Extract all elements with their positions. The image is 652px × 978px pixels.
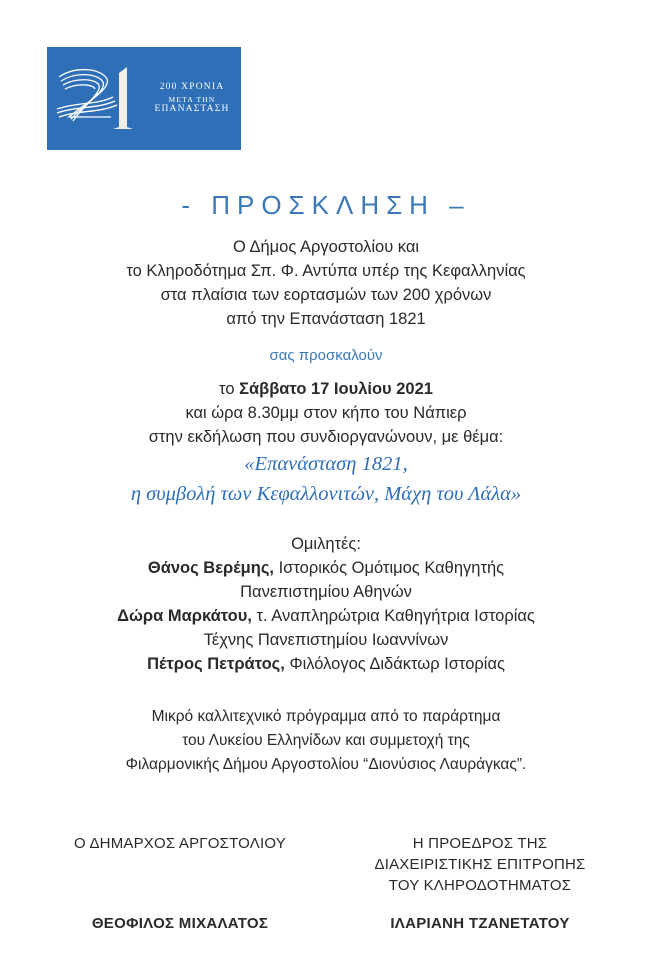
topic-line-1: «Επανάσταση 1821, — [244, 453, 408, 475]
invitation-title: - ΠΡΟΣΚΛΗΣΗ – — [181, 190, 471, 220]
speaker-role: Ιστορικός Ομότιμος Καθηγητής — [274, 559, 505, 577]
event-time-place: και ώρα 8.30μμ στον κήπο του Νάπιερ — [185, 404, 467, 422]
anniversary-logo — [47, 47, 241, 150]
logo-line-2: ΜΕΤΑ ΤΗΝ — [168, 95, 216, 104]
date-prefix: το — [219, 380, 240, 398]
intro-line: στα πλαίσια των εορτασμών των 200 χρόνων — [160, 286, 492, 304]
intro-text — [0, 235, 652, 331]
intro-line: Ο Δήμος Αργοστολίου και — [232, 238, 420, 256]
program-line: Φιλαρμονικής Δήμου Αργοστολίου “Διονύσιος Λαυράγκας”. — [125, 756, 527, 773]
intro-line: από την Επανάσταση 1821 — [226, 310, 426, 328]
program-text — [0, 705, 652, 777]
speaker-line — [0, 652, 652, 676]
invite-line: σας προσκαλούν — [269, 347, 383, 364]
speaker-line — [0, 556, 652, 580]
speaker-line — [0, 604, 652, 628]
event-topic — [0, 449, 652, 509]
speaker-name: Δώρα Μαρκάτου, — [117, 607, 252, 625]
speaker-name: Πέτρος Πετράτος, — [147, 655, 285, 673]
program-line: Μικρό καλλιτεχνικό πρόγραμμα από το παράρτημα — [151, 708, 501, 725]
topic-line-2: η συμβολή των Κεφαλλονιτών, Μάχη του Λάλα» — [130, 483, 522, 505]
program-line: του Λυκείου Ελληνίδων και συμμετοχή της — [182, 732, 470, 749]
mayor-title: Ο ΔΗΜΑΡΧΟΣ ΑΡΓΟΣΤΟΛΙΟΥ — [74, 835, 286, 852]
speaker-role: Φιλόλογος Διδάκτωρ Ιστορίας — [284, 655, 505, 673]
logo-line-1: 200 ΧΡΟΝΙΑ — [159, 82, 225, 92]
event-topic-intro: στην εκδήλωση που συνδιοργανώνουν, με θέμα: — [148, 428, 504, 446]
event-date: Σάββατο 17 Ιουλίου 2021 — [239, 380, 433, 398]
chair-title-line: Η ΠΡΟΕΔΡΟΣ ΤΗΣ — [412, 835, 548, 852]
chair-title-line: ΔΙΑΧΕΙΡΙΣΤΙΚΗΣ ΕΠΙΤΡΟΠΗΣ — [374, 856, 586, 873]
speakers — [0, 532, 652, 676]
logo-line-3: ΕΠΑΝΑΣΤΑΣΗ — [154, 104, 230, 114]
speaker-role-cont: Τέχνης Πανεπιστημίου Ιωαννίνων — [203, 631, 449, 649]
speaker-name: Θάνος Βερέμης, — [147, 559, 275, 577]
speakers-heading: Ομιλητές: — [291, 535, 361, 553]
chair-name: ΙΛΑΡΙΑΝΗ ΤΖΑΝΕΤΑΤΟΥ — [390, 915, 570, 932]
chair-title — [330, 833, 630, 896]
mayor-name: ΘΕΟΦΙΛΟΣ ΜΙΧΑΛΑΤΟΣ — [91, 915, 269, 932]
event-date-line — [0, 377, 652, 401]
speaker-role-cont: Πανεπιστημίου Αθηνών — [240, 583, 412, 601]
speaker-role: τ. Αναπληρώτρια Καθηγήτρια Ιστορίας — [251, 607, 535, 625]
intro-line: το Κληροδότημα Σπ. Φ. Αντύπα υπέρ της Κεφαλληνίας — [126, 262, 526, 280]
chair-title-line: ΤΟΥ ΚΛΗΡΟΔΟΤΗΜΑΤΟΣ — [388, 877, 572, 894]
event-details — [0, 377, 652, 449]
